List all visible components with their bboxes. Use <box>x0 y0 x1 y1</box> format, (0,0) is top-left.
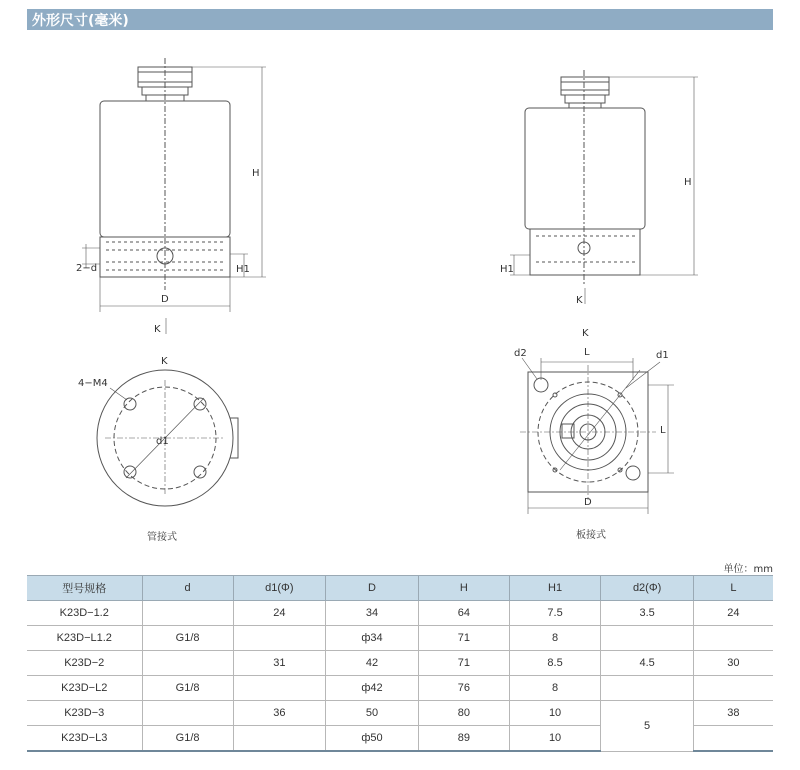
label-K-left-elev: K <box>154 324 161 335</box>
spec-table <box>27 575 773 752</box>
cell-d1: 36 <box>233 701 325 726</box>
label-H1-left: H1 <box>236 264 250 275</box>
cell-H: 89 <box>418 726 509 752</box>
table-row <box>27 626 773 651</box>
cell-L <box>693 626 773 651</box>
table-header: H1 <box>509 576 601 601</box>
cell-d1: 24 <box>233 601 325 626</box>
plate-type-elevation <box>510 70 698 304</box>
table-row <box>27 651 773 676</box>
cell-D: 34 <box>326 601 419 626</box>
table-row <box>27 701 773 726</box>
cell-H: 71 <box>418 651 509 676</box>
table-row <box>27 601 773 626</box>
table-header: d1(Φ) <box>233 576 325 601</box>
label-H1-right: H1 <box>500 264 514 275</box>
table-header: d <box>142 576 233 601</box>
cell-H1: 8 <box>509 676 601 701</box>
cell-d <box>142 601 233 626</box>
cell-d: G1/8 <box>142 676 233 701</box>
cell-model: K23D−2 <box>27 651 142 676</box>
label-D-right: D <box>584 497 592 508</box>
table-header: L <box>693 576 773 601</box>
label-K-right-elev: K <box>576 295 583 306</box>
label-L-top: L <box>584 347 590 358</box>
cell-L: 38 <box>693 701 773 726</box>
cell-H1: 8 <box>509 626 601 651</box>
section-title: 外形尺寸(毫米) <box>32 13 129 29</box>
cell-model: K23D−L2 <box>27 676 142 701</box>
label-K-right-plan: K <box>582 328 589 339</box>
cell-d <box>142 651 233 676</box>
cell-L <box>693 676 773 701</box>
label-K-left-plan: K <box>161 356 168 367</box>
cell-d: G1/8 <box>142 726 233 752</box>
table-row <box>27 676 773 701</box>
label-4-M4: 4−M4 <box>78 378 108 389</box>
cell-L <box>693 726 773 752</box>
label-2d: 2−d <box>76 263 98 274</box>
cell-L: 30 <box>693 651 773 676</box>
cell-D: 42 <box>326 651 419 676</box>
table-header-row <box>27 576 773 601</box>
cell-d1 <box>233 726 325 752</box>
label-d1-left: d1 <box>156 436 169 447</box>
label-d1-right: d1 <box>656 350 669 361</box>
cell-H1: 7.5 <box>509 601 601 626</box>
label-L-right: L <box>660 425 666 436</box>
cell-d2 <box>601 626 693 651</box>
cell-d1 <box>233 676 325 701</box>
cell-d1: 31 <box>233 651 325 676</box>
cell-d2-merged: 5 <box>601 701 693 752</box>
cell-d2 <box>601 676 693 701</box>
plate-type-plan <box>520 358 674 514</box>
cell-model: K23D−1.2 <box>27 601 142 626</box>
cell-H: 64 <box>418 601 509 626</box>
cell-model: K23D−L3 <box>27 726 142 752</box>
cell-H: 71 <box>418 626 509 651</box>
cell-D: ф50 <box>326 726 419 752</box>
label-d2: d2 <box>514 348 527 359</box>
cell-d2: 3.5 <box>601 601 693 626</box>
cell-H1: 10 <box>509 726 601 752</box>
cell-H1: 10 <box>509 701 601 726</box>
pipe-type-elevation <box>82 58 266 334</box>
unit-label: 单位：mm <box>723 564 773 575</box>
table-header: 型号规格 <box>27 576 142 601</box>
table-header: H <box>418 576 509 601</box>
cell-D: ф34 <box>326 626 419 651</box>
label-H-left: H <box>252 168 260 179</box>
cell-H: 76 <box>418 676 509 701</box>
caption-pipe: 管接式 <box>147 532 177 543</box>
cell-d <box>142 701 233 726</box>
table-header: D <box>326 576 419 601</box>
cell-model: K23D−3 <box>27 701 142 726</box>
cell-D: ф42 <box>326 676 419 701</box>
cell-L: 24 <box>693 601 773 626</box>
cell-H: 80 <box>418 701 509 726</box>
cell-H1: 8.5 <box>509 651 601 676</box>
caption-plate: 板接式 <box>576 530 606 541</box>
cell-d1 <box>233 626 325 651</box>
label-D-left: D <box>161 294 169 305</box>
table-header: d2(Φ) <box>601 576 693 601</box>
cell-d: G1/8 <box>142 626 233 651</box>
cell-D: 50 <box>326 701 419 726</box>
cell-d2: 4.5 <box>601 651 693 676</box>
cell-model: K23D−L1.2 <box>27 626 142 651</box>
label-H-right: H <box>684 177 692 188</box>
